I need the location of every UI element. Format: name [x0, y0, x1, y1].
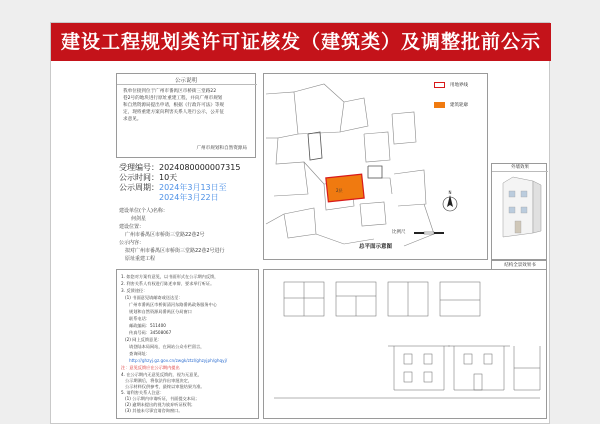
notice-line: 定，现将重建方案向利害关系人进行公示，公开征	[123, 110, 225, 115]
facade-sketch	[493, 173, 547, 258]
hint-line: 联系电话：	[129, 316, 150, 321]
accept-value: 2024080000007315	[159, 163, 241, 172]
scale-label: 比例尺	[392, 230, 406, 235]
key-info	[119, 163, 259, 203]
architectural-drawings	[264, 270, 546, 418]
hint-line: 1. 如您对方案有意见，以书面形式在公示期内反馈，	[121, 274, 219, 279]
hint-line: (1) 书面意见请邮寄或送达至：	[125, 295, 183, 300]
period-end: 2024年3月22日	[159, 193, 219, 202]
site-map-panel	[263, 73, 488, 260]
svg-text:N: N	[448, 190, 452, 195]
page-title: 建设工程规划类许可证核发（建筑类）及调整批前公示	[60, 31, 541, 53]
applicant-details	[119, 207, 269, 263]
hint-line: (3) 其他未尽事宜请咨询窗口。	[125, 408, 183, 413]
hint-line: 4. 在公示期内无意见反馈的，视为无意见，	[121, 372, 202, 377]
notice-line: 我单位接到位于广州市番禺区市桥街三堂路22	[123, 89, 217, 94]
hint-line: 传真号码：34508067	[129, 330, 172, 335]
hint-line: 2. 利害关系人有权进行陈述申辩、要求举行听证。	[121, 281, 215, 286]
drawings-panel	[263, 269, 547, 419]
hint-line: 邮政编码：511400	[129, 323, 166, 328]
accept-row	[119, 163, 259, 173]
notice-poster	[50, 22, 550, 424]
legend-boundary-label: 用地界线	[450, 83, 468, 88]
legend-building-label: 建筑轮廓	[450, 103, 468, 108]
location-value: 广州市番禺区市桥街三堂路22巷2号	[125, 232, 205, 238]
duration-row	[119, 173, 259, 183]
period-start: 2024年3月13日至	[159, 183, 227, 192]
location-label: 建设位置：	[119, 224, 145, 230]
notice-line: 求意见。	[123, 117, 142, 122]
notice-divider	[117, 84, 257, 85]
hint-line: 广州市番禺区市桥街清河东路番禺政务服务中心	[129, 302, 217, 307]
north-arrow-icon	[443, 190, 457, 211]
notice-header: 公示说明	[174, 78, 197, 84]
hint-note: 注：意见反馈应在公示期内提出	[121, 365, 180, 370]
appearance-title: 外墙效果	[492, 164, 548, 172]
content-line: 拟对广州市番禺区市桥街三堂路22巷2号进行	[125, 248, 225, 254]
duration-value: 10天	[159, 173, 178, 182]
notice-box	[116, 73, 256, 158]
hint-line: 5. 请利害关系人注意：	[121, 390, 165, 395]
notice-signature: 广州市规划和自然资源局	[196, 146, 247, 151]
hint-line: (1) 公示期内申请听证，书面提交本局；	[125, 396, 200, 401]
applicant-value: 何剑星	[131, 216, 147, 222]
appearance-panel	[491, 163, 547, 260]
notice-line: 巷2号的地块进行原址重建工程，并向广州市规划	[123, 96, 223, 101]
content-line: 原址重建工程	[125, 256, 156, 262]
legend-boundary-swatch	[434, 82, 445, 88]
period-row	[119, 183, 259, 193]
hint-line: 公示期满后，将依法作出审批决定，	[125, 378, 193, 383]
title-banner	[51, 23, 551, 61]
hints-box	[116, 269, 259, 419]
content-label: 公示内容：	[119, 240, 145, 246]
scale-bar	[414, 232, 444, 234]
hint-line: 查询网址：	[129, 351, 150, 356]
legend-building-swatch	[434, 102, 445, 108]
accept-label: 受理编号：	[119, 163, 159, 172]
hint-line: 规划和自然资源局番禺区分局窗口	[129, 309, 192, 314]
plot-label: 2层	[336, 188, 343, 193]
duration-label: 公示时间：	[119, 173, 159, 182]
hint-line: (2) 网上反馈意见：	[125, 337, 162, 342]
period-label: 公示周期：	[119, 183, 159, 192]
hint-url[interactable]: http://ghzyj.gz.gov.cn/zwgk/ztzl/ghzyjph/ghqyj/	[129, 358, 228, 363]
notice-body	[123, 88, 253, 123]
subject-plot	[326, 174, 364, 202]
hint-line: (2) 逾期未提出的视为放弃听证权利；	[125, 402, 196, 407]
hint-line: 请登陆本局网站，在网站公众专栏留言，	[129, 344, 205, 349]
hint-line: 3. 反馈途径：	[121, 288, 148, 293]
notice-line: 和自然资源局提出申请，根据《行政许可法》等规	[123, 103, 225, 108]
hint-line: 公示材料仅供参考，最终以审批结果为准。	[125, 384, 205, 389]
plan-title: 总平面示意图	[358, 244, 392, 250]
applicant-label: 建设单位(个人)名称：	[119, 208, 168, 214]
structure-title: 结构全景效果书	[504, 263, 536, 268]
